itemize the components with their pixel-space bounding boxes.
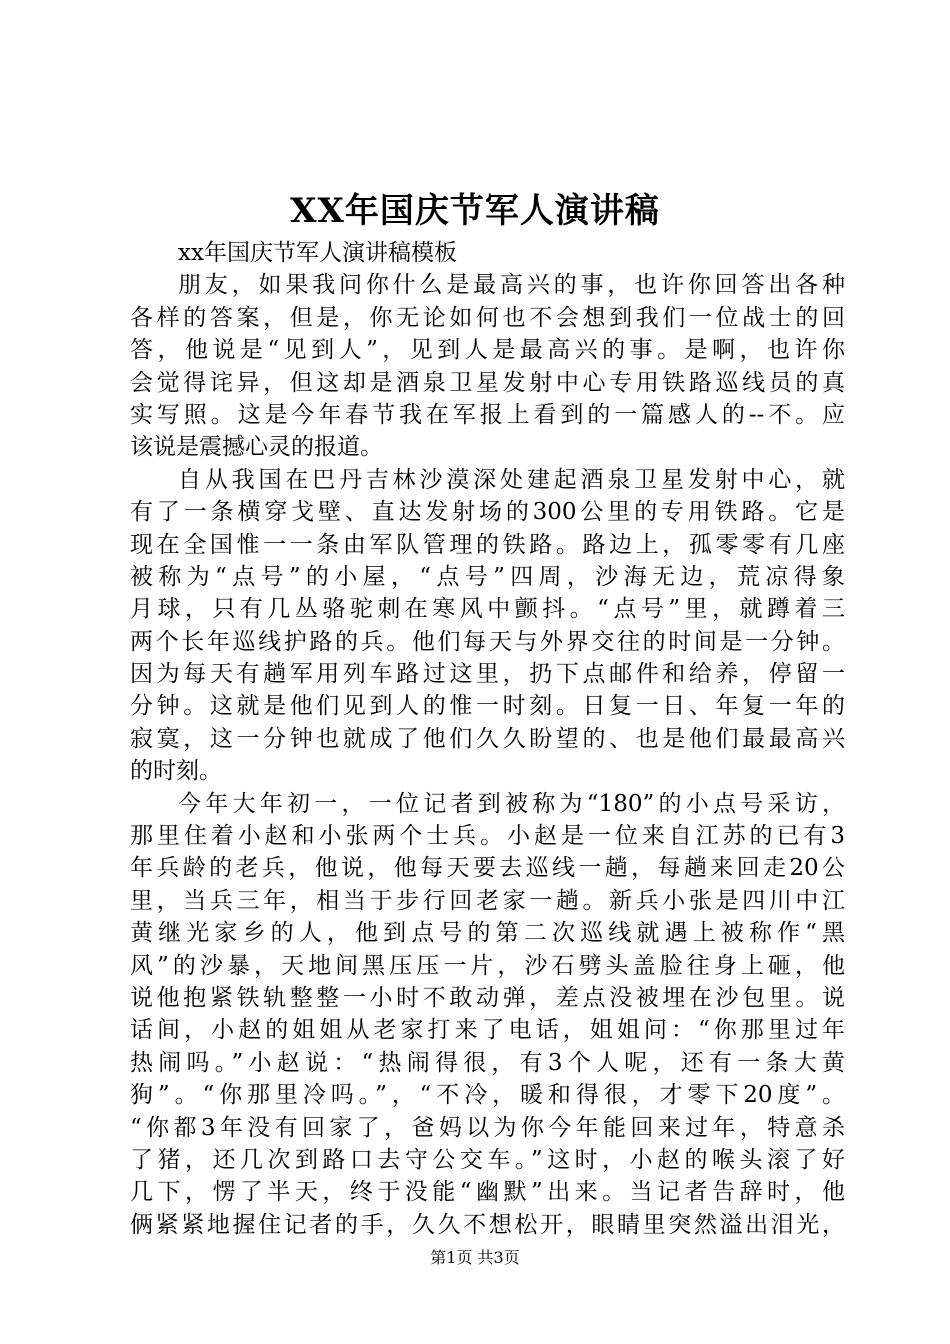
text-line: 话间，小赵的姐姐从老家打来了电话，姐姐问：“你那里过年: [130, 1017, 845, 1044]
text-line: 朋友，如果我问你什么是最高兴的事，也许你回答出各种: [178, 272, 845, 299]
text-line: 现在全国惟一一条由军队管理的铁路。路边上，孤零零有几座: [130, 531, 845, 558]
text-line: 说他抱紧铁轨整整一小时不敢动弹，差点没被埋在沙包里。说: [130, 984, 845, 1011]
text-line: 俩紧紧地握住记者的手，久久不想松开，眼睛里突然溢出泪光，: [130, 1211, 845, 1238]
text-line: 黄继光家乡的人，他到点号的第二次巡线就遇上被称作“黑: [130, 920, 845, 947]
text-line: 自从我国在巴丹吉林沙漠深处建起酒泉卫星发射中心，就: [178, 466, 845, 493]
text-line: 了猪，还几次到路口去守公交车。”这时，小赵的喉头滚了好: [130, 1146, 845, 1173]
text-line: 狗”。“你那里冷吗。”，“不冷，暖和得很，才零下20度”。: [130, 1082, 845, 1109]
text-line: 因为每天有趟军用列车路过这里，扔下点邮件和给养，停留一: [130, 661, 845, 688]
page-footer: 第1页 共3页: [430, 1248, 520, 1267]
text-line: 有了一条横穿戈壁、直达发射场的300公里的专用铁路。它是: [130, 499, 845, 526]
text-line: 风”的沙暴，天地间黑压压一片，沙石劈头盖脸往身上砸，他: [130, 952, 845, 979]
text-line: 的时刻。: [130, 758, 222, 785]
text-line: 寂寞，这一分钟也就成了他们久久盼望的、也是他们最最高兴: [130, 725, 845, 752]
text-line: 分钟。这就是他们见到人的惟一时刻。日复一日、年复一年的: [130, 693, 845, 720]
text-line: xx年国庆节军人演讲稿模板: [178, 240, 457, 266]
text-line: 月球，只有几丛骆驼刺在寒风中颤抖。“点号”里，就蹲着三: [130, 596, 845, 623]
text-line: 年兵龄的老兵，他说，他每天要去巡线一趟，每趟来回走20公: [130, 855, 845, 882]
text-line: 两个长年巡线护路的兵。他们每天与外界交往的时间是一分钟。: [130, 628, 845, 655]
text-line: 热闹吗。”小赵说：“热闹得很，有3个人呢，还有一条大黄: [130, 1049, 845, 1076]
text-line: 里，当兵三年，相当于步行回老家一趟。新兵小张是四川中江: [130, 887, 845, 914]
text-line: 那里住着小赵和小张两个士兵。小赵是一位来自江苏的已有3: [130, 823, 845, 850]
text-line: 该说是震撼心灵的报道。: [130, 434, 383, 461]
text-line: 会觉得诧异，但这却是酒泉卫星发射中心专用铁路巡线员的真: [130, 369, 845, 396]
text-line: 答，他说是“见到人”，见到人是最高兴的事。是啊，也许你: [130, 337, 845, 364]
text-line: 实写照。这是今年春节我在军报上看到的一篇感人的--不。应: [130, 401, 845, 428]
text-line: 几下，愣了半天，终于没能“幽默”出来。当记者告辞时，他: [130, 1179, 845, 1206]
text-line: “你都3年没有回家了，爸妈以为你今年能回来过年，特意杀: [130, 1114, 845, 1141]
text-line: 各样的答案，但是，你无论如何也不会想到我们一位战士的回: [130, 304, 845, 331]
document-body: [130, 237, 845, 1241]
document-title: XX年国庆节军人演讲稿: [290, 191, 660, 231]
text-line: 被称为“点号”的小屋，“点号”四周，沙海无边，荒凉得象: [130, 563, 845, 590]
text-line: 今年大年初一，一位记者到被称为“180”的小点号采访，: [178, 790, 845, 817]
